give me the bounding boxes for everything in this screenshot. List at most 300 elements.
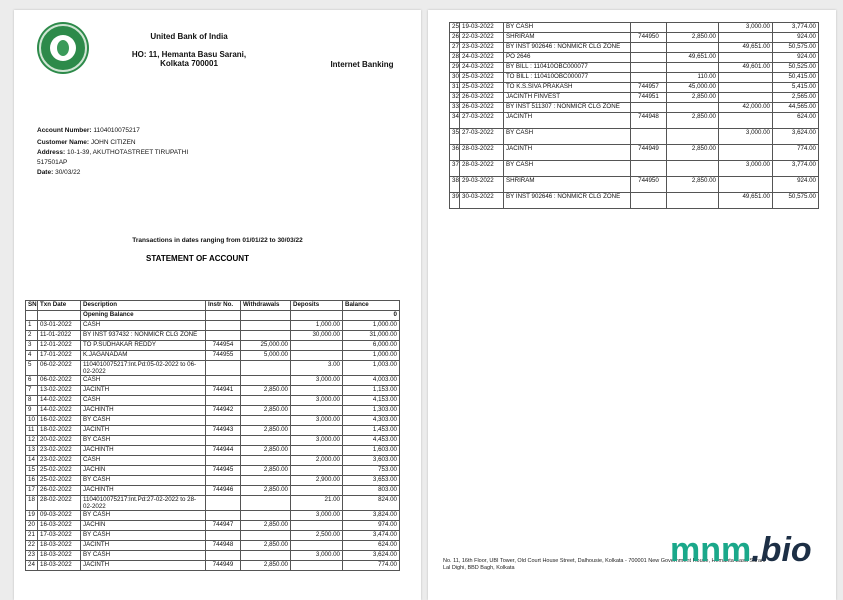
cell-balance: 4,303.00 bbox=[343, 416, 400, 426]
table-row bbox=[26, 496, 400, 511]
cell-instr-no bbox=[206, 456, 241, 466]
cell-instr-no bbox=[631, 193, 667, 209]
table-row bbox=[450, 73, 819, 83]
cell-balance: 1,303.00 bbox=[343, 406, 400, 416]
cell-description: JACINTH bbox=[81, 561, 206, 571]
cell-sn: 17 bbox=[26, 486, 38, 496]
table-header-row bbox=[26, 301, 400, 311]
cell-description: 1104010075217:Int.Pd:05-02-2022 to 06-02-2022 bbox=[81, 361, 206, 376]
cell-withdrawal bbox=[241, 376, 291, 386]
cell-sn: 21 bbox=[26, 531, 38, 541]
cell-deposit bbox=[291, 561, 343, 571]
cell-instr-no bbox=[206, 321, 241, 331]
cell-instr-no bbox=[206, 551, 241, 561]
address: 10-1-39, AKUTHOTASTREET TIRUPATHI bbox=[67, 149, 189, 156]
cell-description: SHRIRAM bbox=[504, 33, 631, 43]
statement-page-1 bbox=[14, 10, 421, 600]
opening-balance-label: Opening Balance bbox=[81, 311, 206, 321]
cell-deposit bbox=[291, 351, 343, 361]
cell-instr-no bbox=[206, 511, 241, 521]
cell-description: BY INST 937432 : NONMICR CLG ZONE bbox=[81, 331, 206, 341]
cell-txn-date: 26-03-2022 bbox=[460, 93, 504, 103]
table-row bbox=[450, 83, 819, 93]
cell-txn-date: 25-03-2022 bbox=[460, 83, 504, 93]
cell-balance: 624.00 bbox=[773, 113, 819, 129]
cell-deposit bbox=[719, 177, 773, 193]
cell-instr-no: 744948 bbox=[206, 541, 241, 551]
cell-withdrawal bbox=[667, 103, 719, 113]
cell-instr-no bbox=[631, 161, 667, 177]
cell-txn-date: 17-01-2022 bbox=[38, 351, 81, 361]
cell-description: K.JAGANADAM bbox=[81, 351, 206, 361]
cell-instr-no: 744946 bbox=[206, 486, 241, 496]
cell-description: CASH bbox=[81, 321, 206, 331]
cell-instr-no bbox=[206, 436, 241, 446]
bank-logo bbox=[39, 24, 87, 72]
cell-txn-date: 23-02-2022 bbox=[38, 446, 81, 456]
cell-balance: 4,003.00 bbox=[343, 376, 400, 386]
cell-txn-date: 14-02-2022 bbox=[38, 396, 81, 406]
customer-name-label: Customer Name: bbox=[37, 139, 90, 146]
table-row bbox=[26, 561, 400, 571]
bank-name: United Bank of India bbox=[150, 32, 228, 41]
cell-balance: 774.00 bbox=[773, 145, 819, 161]
cell-balance: 1,603.00 bbox=[343, 446, 400, 456]
cell-description: TO K.S.SIVA PRAKASH bbox=[504, 83, 631, 93]
cell-sn: 34 bbox=[450, 113, 460, 129]
cell-deposit bbox=[291, 341, 343, 351]
cell-description: JACHINTH bbox=[81, 406, 206, 416]
table-row bbox=[26, 351, 400, 361]
cell-withdrawal: 2,850.00 bbox=[667, 177, 719, 193]
cell-txn-date: 25-02-2022 bbox=[38, 476, 81, 486]
cell-balance: 1,003.00 bbox=[343, 361, 400, 376]
cell-instr-no: 744949 bbox=[206, 561, 241, 571]
cell-sn: 3 bbox=[26, 341, 38, 351]
cell-deposit bbox=[719, 113, 773, 129]
transactions-table-continued bbox=[449, 22, 819, 209]
opening-balance-row bbox=[26, 311, 400, 321]
cell-instr-no bbox=[206, 361, 241, 376]
cell-txn-date: 24-03-2022 bbox=[460, 53, 504, 63]
customer-name: JOHN CITIZEN bbox=[90, 139, 136, 146]
cell-balance: 2,565.00 bbox=[773, 93, 819, 103]
table-row bbox=[26, 436, 400, 446]
cell-instr-no: 744943 bbox=[206, 426, 241, 436]
cell-txn-date: 27-03-2022 bbox=[460, 129, 504, 145]
cell-sn: 22 bbox=[26, 541, 38, 551]
watermark-logo bbox=[670, 531, 812, 570]
cell-description: BY CASH bbox=[81, 416, 206, 426]
cell-sn: 13 bbox=[26, 446, 38, 456]
account-number-label: Account Number: bbox=[37, 127, 92, 134]
cell-deposit bbox=[291, 426, 343, 436]
cell-description: JACINTH bbox=[81, 386, 206, 396]
cell-instr-no bbox=[206, 396, 241, 406]
table-row bbox=[26, 321, 400, 331]
cell-description: BY INST 511307 : NONMICR CLG ZONE bbox=[504, 103, 631, 113]
cell-instr-no bbox=[631, 23, 667, 33]
cell-description: BY CASH bbox=[81, 531, 206, 541]
cell-instr-no bbox=[631, 103, 667, 113]
cell-withdrawal: 2,850.00 bbox=[667, 93, 719, 103]
cell-instr-no: 744950 bbox=[631, 177, 667, 193]
cell-deposit: 3,000.00 bbox=[291, 436, 343, 446]
cell-description: BY CASH bbox=[504, 129, 631, 145]
cell-sn: 15 bbox=[26, 466, 38, 476]
cell-instr-no: 744951 bbox=[631, 93, 667, 103]
cell-withdrawal bbox=[667, 193, 719, 209]
cell-deposit bbox=[719, 93, 773, 103]
cell-balance: 50,415.00 bbox=[773, 73, 819, 83]
cell-sn: 29 bbox=[450, 63, 460, 73]
cell-withdrawal: 2,850.00 bbox=[241, 466, 291, 476]
cell-txn-date: 18-02-2022 bbox=[38, 426, 81, 436]
cell-txn-date: 13-02-2022 bbox=[38, 386, 81, 396]
cell-deposit: 3,000.00 bbox=[291, 416, 343, 426]
table-row bbox=[26, 456, 400, 466]
cell-description: BY INST 902646 : NONMICR CLG ZONE bbox=[504, 43, 631, 53]
cell-sn: 9 bbox=[26, 406, 38, 416]
footer-line-2: Lal Dighi, BBD Bagh, Kolkata bbox=[443, 565, 515, 571]
table-row bbox=[26, 521, 400, 531]
cell-balance: 924.00 bbox=[773, 33, 819, 43]
cell-sn: 8 bbox=[26, 396, 38, 406]
cell-txn-date: 26-02-2022 bbox=[38, 486, 81, 496]
cell-instr-no bbox=[631, 43, 667, 53]
cell-instr-no: 744944 bbox=[206, 446, 241, 456]
cell-sn: 10 bbox=[26, 416, 38, 426]
address-line-1: HO: 11, Hemanta Basu Sarani, bbox=[131, 50, 247, 59]
cell-sn: 2 bbox=[26, 331, 38, 341]
cell-deposit bbox=[719, 145, 773, 161]
cell-description: BY INST 902646 : NONMICR CLG ZONE bbox=[504, 193, 631, 209]
table-row bbox=[450, 145, 819, 161]
opening-balance-value: 0 bbox=[343, 311, 400, 321]
table-row bbox=[26, 416, 400, 426]
cell-txn-date: 18-03-2022 bbox=[38, 541, 81, 551]
cell-instr-no bbox=[206, 416, 241, 426]
cell-sn: 30 bbox=[450, 73, 460, 83]
cell-instr-no: 744957 bbox=[631, 83, 667, 93]
cell-balance: 1,000.00 bbox=[343, 351, 400, 361]
table-row bbox=[450, 23, 819, 33]
cell-deposit bbox=[719, 53, 773, 63]
cell-txn-date: 16-03-2022 bbox=[38, 521, 81, 531]
cell-sn: 28 bbox=[450, 53, 460, 63]
cell-instr-no: 744949 bbox=[631, 145, 667, 161]
cell-sn: 26 bbox=[450, 33, 460, 43]
cell-instr-no: 744954 bbox=[206, 341, 241, 351]
cell-balance: 50,575.00 bbox=[773, 193, 819, 209]
cell-balance: 4,453.00 bbox=[343, 436, 400, 446]
cell-txn-date: 18-03-2022 bbox=[38, 561, 81, 571]
cell-withdrawal bbox=[241, 331, 291, 341]
cell-withdrawal bbox=[241, 396, 291, 406]
cell-description: JACINTH bbox=[81, 426, 206, 436]
cell-description: JACINTH bbox=[504, 145, 631, 161]
cell-deposit bbox=[719, 83, 773, 93]
cell-description: BY CASH bbox=[81, 436, 206, 446]
cell-withdrawal bbox=[241, 511, 291, 521]
cell-withdrawal bbox=[241, 476, 291, 486]
cell-balance: 1,000.00 bbox=[343, 321, 400, 331]
cell-balance: 924.00 bbox=[773, 53, 819, 63]
table-row bbox=[450, 177, 819, 193]
watermark-part-2: .bio bbox=[751, 531, 812, 569]
cell-instr-no: 744948 bbox=[631, 113, 667, 129]
cell-withdrawal: 2,850.00 bbox=[667, 33, 719, 43]
table-row bbox=[26, 386, 400, 396]
table-row bbox=[26, 446, 400, 456]
cell-deposit: 3,000.00 bbox=[291, 511, 343, 521]
cell-withdrawal bbox=[667, 23, 719, 33]
table-row bbox=[450, 63, 819, 73]
cell-deposit: 49,651.00 bbox=[719, 43, 773, 53]
cell-deposit: 3,000.00 bbox=[291, 551, 343, 561]
bank-address bbox=[114, 50, 264, 68]
cell-txn-date: 09-03-2022 bbox=[38, 511, 81, 521]
table-row bbox=[450, 33, 819, 43]
cell-txn-date: 24-03-2022 bbox=[460, 63, 504, 73]
cell-deposit: 2,900.00 bbox=[291, 476, 343, 486]
address-line-2: 517501AP bbox=[37, 159, 68, 166]
table-row bbox=[26, 361, 400, 376]
cell-sn: 16 bbox=[26, 476, 38, 486]
cell-deposit bbox=[291, 486, 343, 496]
cell-balance: 1,453.00 bbox=[343, 426, 400, 436]
cell-deposit bbox=[291, 521, 343, 531]
cell-sn: 14 bbox=[26, 456, 38, 466]
cell-balance: 753.00 bbox=[343, 466, 400, 476]
cell-description: BY CASH bbox=[504, 23, 631, 33]
cell-deposit bbox=[291, 541, 343, 551]
cell-sn: 37 bbox=[450, 161, 460, 177]
cell-deposit bbox=[291, 446, 343, 456]
table-row bbox=[450, 113, 819, 129]
watermark-part-1: mnm bbox=[670, 531, 752, 569]
date-range-text: Transactions in dates ranging from 01/01/22 to 30/03/22 bbox=[132, 237, 303, 244]
cell-instr-no bbox=[206, 331, 241, 341]
cell-instr-no bbox=[631, 129, 667, 145]
cell-withdrawal bbox=[241, 551, 291, 561]
table-row bbox=[26, 406, 400, 416]
table-row bbox=[450, 93, 819, 103]
cell-balance: 1,153.00 bbox=[343, 386, 400, 396]
cell-balance: 50,525.00 bbox=[773, 63, 819, 73]
cell-sn: 38 bbox=[450, 177, 460, 193]
cell-txn-date: 14-02-2022 bbox=[38, 406, 81, 416]
cell-withdrawal: 2,850.00 bbox=[241, 521, 291, 531]
cell-deposit bbox=[719, 73, 773, 83]
cell-txn-date: 20-02-2022 bbox=[38, 436, 81, 446]
cell-description: JACHIN bbox=[81, 521, 206, 531]
cell-description: BY CASH bbox=[504, 161, 631, 177]
cell-balance: 624.00 bbox=[343, 541, 400, 551]
cell-txn-date: 26-03-2022 bbox=[460, 103, 504, 113]
cell-sn: 5 bbox=[26, 361, 38, 376]
cell-description: CASH bbox=[81, 396, 206, 406]
cell-sn: 25 bbox=[450, 23, 460, 33]
cell-txn-date: 18-03-2022 bbox=[38, 551, 81, 561]
cell-withdrawal: 2,850.00 bbox=[667, 145, 719, 161]
table-row bbox=[26, 531, 400, 541]
cell-withdrawal: 2,850.00 bbox=[241, 406, 291, 416]
cell-sn: 12 bbox=[26, 436, 38, 446]
cell-txn-date: 27-03-2022 bbox=[460, 113, 504, 129]
cell-txn-date: 25-02-2022 bbox=[38, 466, 81, 476]
table-row bbox=[26, 466, 400, 476]
cell-withdrawal bbox=[241, 436, 291, 446]
cell-sn: 18 bbox=[26, 496, 38, 511]
cell-deposit: 49,651.00 bbox=[719, 193, 773, 209]
cell-sn: 36 bbox=[450, 145, 460, 161]
statement-date: 30/03/22 bbox=[55, 169, 81, 176]
cell-txn-date: 06-02-2022 bbox=[38, 376, 81, 386]
cell-withdrawal bbox=[667, 129, 719, 145]
cell-txn-date: 22-03-2022 bbox=[460, 33, 504, 43]
cell-withdrawal bbox=[667, 63, 719, 73]
col-deposits: Deposits bbox=[291, 301, 343, 311]
cell-description: CASH bbox=[81, 456, 206, 466]
statement-page-2 bbox=[428, 10, 836, 600]
transactions-table bbox=[25, 300, 400, 571]
cell-description: BY CASH bbox=[81, 511, 206, 521]
cell-balance: 6,000.00 bbox=[343, 341, 400, 351]
cell-balance: 3,774.00 bbox=[773, 161, 819, 177]
cell-balance: 803.00 bbox=[343, 486, 400, 496]
cell-txn-date: 19-03-2022 bbox=[460, 23, 504, 33]
cell-deposit: 3,000.00 bbox=[719, 161, 773, 177]
col-balance: Balance bbox=[343, 301, 400, 311]
cell-deposit: 3,000.00 bbox=[291, 376, 343, 386]
cell-instr-no: 744942 bbox=[206, 406, 241, 416]
cell-txn-date: 17-03-2022 bbox=[38, 531, 81, 541]
date-label: Date: bbox=[37, 169, 54, 176]
cell-balance: 3,624.00 bbox=[343, 551, 400, 561]
cell-txn-date: 12-01-2022 bbox=[38, 341, 81, 351]
cell-sn: 1 bbox=[26, 321, 38, 331]
col-instr-no: Instr No. bbox=[206, 301, 241, 311]
table-row bbox=[26, 511, 400, 521]
cell-description: JACHINTH bbox=[81, 486, 206, 496]
cell-txn-date: 03-01-2022 bbox=[38, 321, 81, 331]
col-sn: SN bbox=[26, 301, 38, 311]
cell-description: 1104010075217:Int.Pd:27-02-2022 to 28-02-2022 bbox=[81, 496, 206, 511]
table-row bbox=[26, 331, 400, 341]
cell-deposit: 49,601.00 bbox=[719, 63, 773, 73]
table-row bbox=[450, 161, 819, 177]
cell-deposit: 21.00 bbox=[291, 496, 343, 511]
cell-instr-no bbox=[206, 376, 241, 386]
cell-sn: 4 bbox=[26, 351, 38, 361]
table-row bbox=[26, 396, 400, 406]
cell-balance: 4,153.00 bbox=[343, 396, 400, 406]
cell-sn: 32 bbox=[450, 93, 460, 103]
cell-instr-no bbox=[631, 63, 667, 73]
cell-description: TO BILL : 110410OBC000077 bbox=[504, 73, 631, 83]
table-row bbox=[450, 129, 819, 145]
cell-withdrawal bbox=[241, 496, 291, 511]
col-txn-date: Txn Date bbox=[38, 301, 81, 311]
cell-description: PO 2646 bbox=[504, 53, 631, 63]
cell-description: CASH bbox=[81, 376, 206, 386]
cell-instr-no: 744947 bbox=[206, 521, 241, 531]
cell-withdrawal: 110.00 bbox=[667, 73, 719, 83]
cell-sn: 19 bbox=[26, 511, 38, 521]
cell-sn: 20 bbox=[26, 521, 38, 531]
cell-withdrawal: 2,850.00 bbox=[241, 446, 291, 456]
cell-description: BY CASH bbox=[81, 551, 206, 561]
cell-balance: 3,774.00 bbox=[773, 23, 819, 33]
cell-sn: 7 bbox=[26, 386, 38, 396]
account-info bbox=[37, 126, 188, 178]
cell-withdrawal: 25,000.00 bbox=[241, 341, 291, 351]
cell-balance: 3,653.00 bbox=[343, 476, 400, 486]
cell-balance: 3,474.00 bbox=[343, 531, 400, 541]
cell-instr-no bbox=[206, 476, 241, 486]
cell-balance: 774.00 bbox=[343, 561, 400, 571]
cell-sn: 6 bbox=[26, 376, 38, 386]
cell-withdrawal: 45,000.00 bbox=[667, 83, 719, 93]
table-row bbox=[26, 376, 400, 386]
cell-deposit: 2,500.00 bbox=[291, 531, 343, 541]
table-row bbox=[26, 551, 400, 561]
cell-sn: 27 bbox=[450, 43, 460, 53]
cell-withdrawal: 2,850.00 bbox=[241, 561, 291, 571]
cell-description: BY BILL : 110410OBC000077 bbox=[504, 63, 631, 73]
cell-deposit: 3.00 bbox=[291, 361, 343, 376]
cell-balance: 50,575.00 bbox=[773, 43, 819, 53]
cell-sn: 11 bbox=[26, 426, 38, 436]
table-row bbox=[26, 426, 400, 436]
table-row bbox=[450, 53, 819, 63]
cell-txn-date: 30-03-2022 bbox=[460, 193, 504, 209]
cell-withdrawal bbox=[241, 456, 291, 466]
account-number: 1104010075217 bbox=[93, 127, 140, 134]
table-row bbox=[26, 541, 400, 551]
cell-withdrawal: 2,850.00 bbox=[241, 386, 291, 396]
cell-instr-no: 744945 bbox=[206, 466, 241, 476]
address-label: Address: bbox=[37, 149, 66, 156]
cell-deposit: 30,000.00 bbox=[291, 331, 343, 341]
cell-instr-no: 744941 bbox=[206, 386, 241, 396]
cell-txn-date: 28-03-2022 bbox=[460, 145, 504, 161]
cell-deposit: 2,000.00 bbox=[291, 456, 343, 466]
cell-instr-no bbox=[631, 53, 667, 63]
cell-balance: 44,565.00 bbox=[773, 103, 819, 113]
cell-description: JACINTH bbox=[504, 113, 631, 129]
table-row bbox=[26, 341, 400, 351]
table-row bbox=[26, 486, 400, 496]
statement-title: STATEMENT OF ACCOUNT bbox=[146, 254, 249, 263]
cell-withdrawal bbox=[241, 321, 291, 331]
cell-txn-date: 29-03-2022 bbox=[460, 177, 504, 193]
cell-withdrawal: 49,651.00 bbox=[667, 53, 719, 63]
cell-deposit bbox=[291, 466, 343, 476]
cell-instr-no bbox=[631, 73, 667, 83]
cell-withdrawal bbox=[241, 416, 291, 426]
cell-txn-date: 28-02-2022 bbox=[38, 496, 81, 511]
cell-balance: 3,824.00 bbox=[343, 511, 400, 521]
cell-sn: 23 bbox=[26, 551, 38, 561]
cell-withdrawal: 2,850.00 bbox=[241, 426, 291, 436]
cell-description: JACINTH FINVEST bbox=[504, 93, 631, 103]
cell-deposit bbox=[719, 33, 773, 43]
cell-sn: 24 bbox=[26, 561, 38, 571]
table-row bbox=[450, 103, 819, 113]
cell-txn-date: 23-02-2022 bbox=[38, 456, 81, 466]
